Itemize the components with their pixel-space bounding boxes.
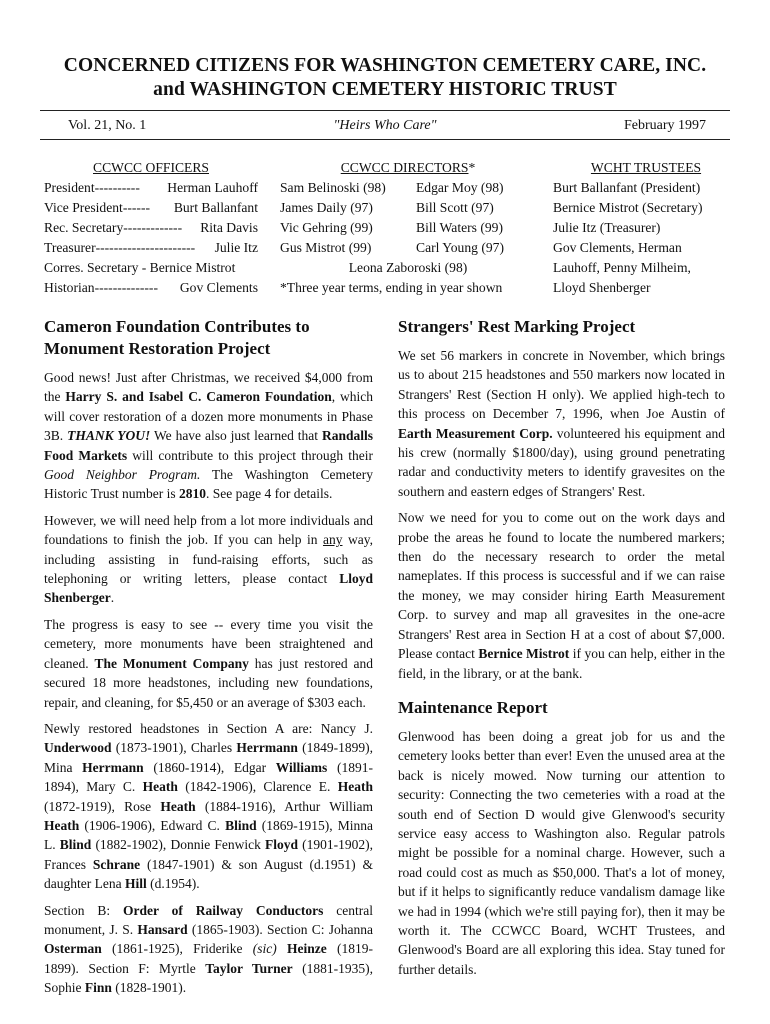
strangers-paragraph: We set 56 markers in concrete in November, which brings us to about 215 headstones and 550 markers now located in Strangers' Rest (Section H only). We applied high-tech to this process on December 7, 1996, when Joe Austin of Earth Measurement Corp. volunteered his equipment and his crew (normally $1800/day), using ground penetrating radar and conductivity meters to identify gravesites on the southern and eastern edges of Strangers' Rest. xyxy=(398,348,725,499)
emphasis-bold: Earth Measurement Corp. xyxy=(398,425,553,441)
issue-rule xyxy=(40,139,730,140)
officers-list xyxy=(44,158,258,298)
directors-list xyxy=(280,158,536,298)
emphasis-bold: Randalls Food Markets xyxy=(44,428,373,463)
director-row: Vic Gehring (99) Bill Waters (99) xyxy=(280,220,503,235)
officers-heading: CCWCC OFFICERS xyxy=(93,160,209,175)
director-single: Leona Zaboroski (98) xyxy=(348,260,468,275)
emphasis-bold: Bernice Mistrot xyxy=(478,646,570,662)
strangers-paragraph: Now we need for you to come out on the work days and probe the areas he found to locate the numbered markers; then do the necessary research to order the metal nameplates. If this process is successful and if we can raise the money, we may consider hiring Earth Measurement Corp. to survey and map all gravesites in the one-acre Strangers' Rest area in Section H at a cost of about $7,000. Please contact Bernice Mistrot if you can help, either in the field, in the library, or at the bank. xyxy=(398,510,726,681)
masthead xyxy=(40,54,730,102)
emphasis-bold: Heath xyxy=(337,779,374,795)
emphasis-italic: Good Neighbor Program. xyxy=(44,467,201,483)
trustee-line: Burt Ballanfant (President) xyxy=(553,180,701,195)
emphasis-bold: Heath xyxy=(142,779,178,795)
emphasis-bold: Schrane xyxy=(92,856,141,872)
emphasis-bold: 2810 xyxy=(179,486,207,502)
left-column xyxy=(44,316,373,1005)
emphasis-bold: Williams xyxy=(275,759,328,775)
director-row: Sam Belinoski (98) Edgar Moy (98) xyxy=(280,180,504,195)
emphasis-bold: Herrmann xyxy=(82,759,144,775)
emphasis-bold: Blind xyxy=(59,837,92,853)
emphasis-bold: Hansard xyxy=(137,921,188,937)
cameron-paragraph: The progress is easy to see -- every time you visit the cemetery, more monuments have been straightened and cleaned. The Monument Company has just restored and secured 18 more headstones, including new foundations, repair, and cleaning, for $5,450 or an average of $303 each. xyxy=(44,616,374,710)
issue-volume: Vol. 21, No. 1 xyxy=(68,118,147,133)
director-row: James Daily (97) Bill Scott (97) xyxy=(280,200,494,215)
officer-row: Rec. Secretary ------------- Rita Davis xyxy=(44,220,258,235)
emphasis-bold: Osterman xyxy=(44,941,102,957)
officer-row: Corres. Secretary - Bernice Mistrot xyxy=(44,260,236,275)
emphasis-italic: (sic) xyxy=(252,941,277,957)
officer-row: President ---------- Herman Lauhoff xyxy=(44,180,258,195)
trustee-line: Lauhoff, Penny Milheim, xyxy=(553,260,691,275)
cameron-paragraph: Section B: Order of Railway Conductors central monument, J. S. Hansard (1865-1903). Section C: Johanna Osterman (1861-1925), Friderike (sic) Heinze (1819-1899). Section F: Myrtle Taylor Turner (1881-1935), Sophie Finn (1828-1901). xyxy=(44,902,374,996)
masthead-line-2: and WASHINGTON CEMETERY HISTORIC TRUST xyxy=(153,79,617,100)
cameron-paragraph: However, we will need help from a lot more individuals and foundations to finish the job. If you can help in any way, including assisting in fund-raising efforts, such as telephoning or writing letters, please contact Lloyd Shenberger. xyxy=(44,512,373,606)
emphasis-bold: The Monument Company xyxy=(94,655,249,671)
maintenance-headline: Maintenance Report xyxy=(398,697,548,717)
emphasis-bold: THANK YOU! xyxy=(67,428,151,444)
emphasis-bold: Hill xyxy=(124,876,147,892)
emphasis-bold: Blind xyxy=(225,817,257,833)
cameron-headline: Cameron Foundation Contributes to Monument Restoration Project xyxy=(44,317,310,358)
emphasis-bold: Harry S. and Isabel C. Cameron Foundation xyxy=(65,389,332,405)
strangers-headline: Strangers' Rest Marking Project xyxy=(398,317,636,336)
directors-term-note: *Three year terms, ending in year shown xyxy=(280,280,503,295)
cameron-paragraph: Good news! Just after Christmas, we received $4,000 from the Harry S. and Isabel C. Cameron Foundation, which will cover restoration of a dozen more monuments in Phase 3B. THANK YOU! We have also just learned that Randalls Food Markets will contribute to this project through their Good Neighbor Program. The Washington Cemetery Historic Trust number is 2810. See page 4 for details. xyxy=(44,370,373,502)
directors-heading: CCWCC DIRECTORS* xyxy=(340,160,476,175)
right-column xyxy=(398,316,725,986)
emphasis-bold: Lloyd Shenberger xyxy=(44,571,373,606)
emphasis-bold: Finn xyxy=(84,980,112,996)
trustee-line: Bernice Mistrot (Secretary) xyxy=(553,200,703,215)
motto-text: "Heirs Who Care" xyxy=(333,118,437,133)
emphasis-underline: any xyxy=(322,532,343,548)
trustee-line: Lloyd Shenberger xyxy=(553,280,651,295)
director-row: Gus Mistrot (99) Carl Young (97) xyxy=(280,240,504,255)
top-rule xyxy=(40,110,730,111)
cameron-paragraph: Newly restored headstones in Section A are: Nancy J. Underwood (1873-1901), Charles Herrmann (1849-1899), Mina Herrmann (1860-1914), Edgar Williams (1891-1894), Mary C. Heath (1842-1906), Clarence E. Heath (1872-1919), Rose Heath (1884-1916), Arthur William Heath (1906-1906), Edward C. Blind (1869-1915), Minna L. Blind (1882-1902), Donnie Fenwick Floyd (1901-1902), Frances Schrane (1847-1901) & son August (d.1951) & daughter Lena Hill (d.1954). xyxy=(44,720,374,892)
trustee-line: Gov Clements, Herman xyxy=(553,240,682,255)
trustees-heading: WCHT TRUSTEES xyxy=(590,160,702,175)
masthead-line-1: CONCERNED CITIZENS FOR WASHINGTON CEMETERY CARE, INC. xyxy=(63,55,707,76)
emphasis-bold: Underwood xyxy=(44,740,112,756)
emphasis-bold: Order of Railway Conductors xyxy=(123,902,324,918)
emphasis-bold: Herrmann xyxy=(236,740,298,756)
officer-row: Historian -------------- Gov Clements xyxy=(44,280,258,295)
emphasis-bold: Floyd xyxy=(264,837,298,853)
trustee-line: Julie Itz (Treasurer) xyxy=(553,220,661,235)
maintenance-paragraph: Glenwood has been doing a great job for us and the cemetery looks better than ever! Even the unused area at the back is nicely mowed. Now turning our attention to security: Connecting the two cemeteries with a road at the south end of Section D would give Glenwood's security service easy access to Washington also. Regular patrols might be possible for a nominal charge. However, such a road could cost as much as $50,000. That's a lot of money, but if it helps to significantly reduce vandalism damage like we had in 1994 (which we're still paying for), then it may be worth it. The CCWCC Board, WCHT Trustees, and Glenwood's Board are all exploring this idea. Stay tuned for further details. xyxy=(398,728,725,977)
officer-row: Vice President ------ Burt Ballanfant xyxy=(44,200,258,215)
officer-row: Treasurer ---------------------- Julie Itz xyxy=(44,240,258,255)
issue-date: February 1997 xyxy=(623,118,706,133)
emphasis-bold: Taylor Turner xyxy=(205,960,293,976)
emphasis-bold: Heath xyxy=(44,817,80,833)
emphasis-bold: Heinze xyxy=(287,941,327,957)
emphasis-bold: Heath xyxy=(160,798,196,814)
trustees-list xyxy=(553,158,753,298)
